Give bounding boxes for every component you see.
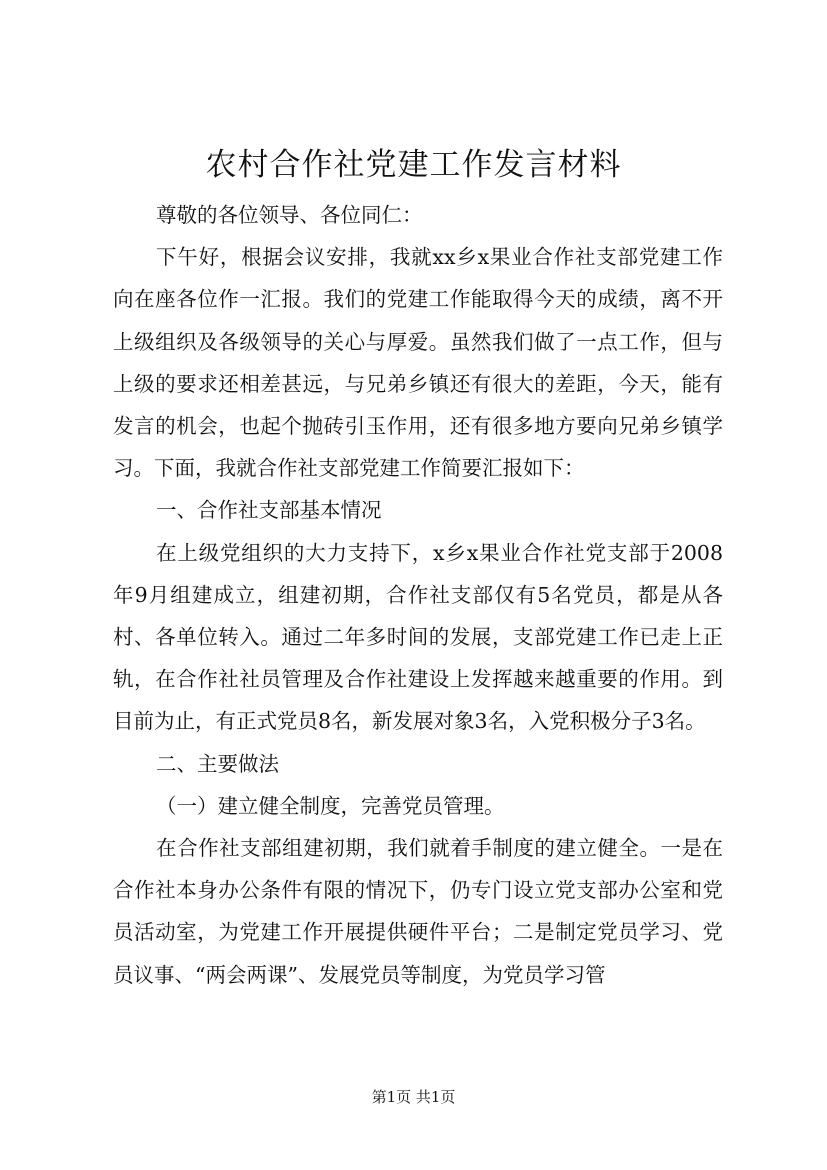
section-heading-basic-situation: 一、合作社支部基本情况 xyxy=(156,498,382,523)
document-title: 农村合作社党建工作发言材料 xyxy=(205,147,622,183)
basic-situation-paragraph: 在上级党组织的大力支持下，x乡x果业合作社党支部于2008年9月组建成立，组建初期，合作社支部仅有5名党员，都是从各村、各单位转入。通过二年多时间的发展，支部党建工作已走上正轨，在合作社社员管理及合作社建设上发挥越来越重要的作用。到目前为止，有正式党员8名，新发展对象3名，入党积极分子3名。 xyxy=(113,540,723,734)
section-heading-main-practices: 二、主要做法 xyxy=(156,751,280,776)
salutation-paragraph: 尊敬的各位领导、各位同仁： xyxy=(156,203,423,227)
system-paragraph: 在合作社支部组建初期，我们就着手制度的建立健全。一是在合作社本身办公条件有限的情况下，仍专门设立党支部办公室和党员活动室，为党建工作开展提供硬件平台；二是制定党员学习、党员议事、“两会两课”、发展党员等制度，为党员学习管 xyxy=(113,836,723,987)
page-footer: 第1页 共1页 xyxy=(371,1088,456,1106)
opening-paragraph: 下午好，根据会议安排，我就xx乡x果业合作社支部党建工作向在座各位作一汇报。我们的党建工作能取得今天的成绩，离不开上级组织及各级领导的关心与厚爱。虽然我们做了一点工作，但与上级的要求还相差甚远，与兄弟乡镇还有很大的差距，今天，能有发言的机会，也起个抛砖引玉作用，还有很多地方要向兄弟乡镇学习。下面，我就合作社支部党建工作简要汇报如下： xyxy=(113,245,723,481)
subsection-heading-system: （一）建立健全制度，完善党员管理。 xyxy=(156,793,505,818)
document-body xyxy=(113,194,723,996)
